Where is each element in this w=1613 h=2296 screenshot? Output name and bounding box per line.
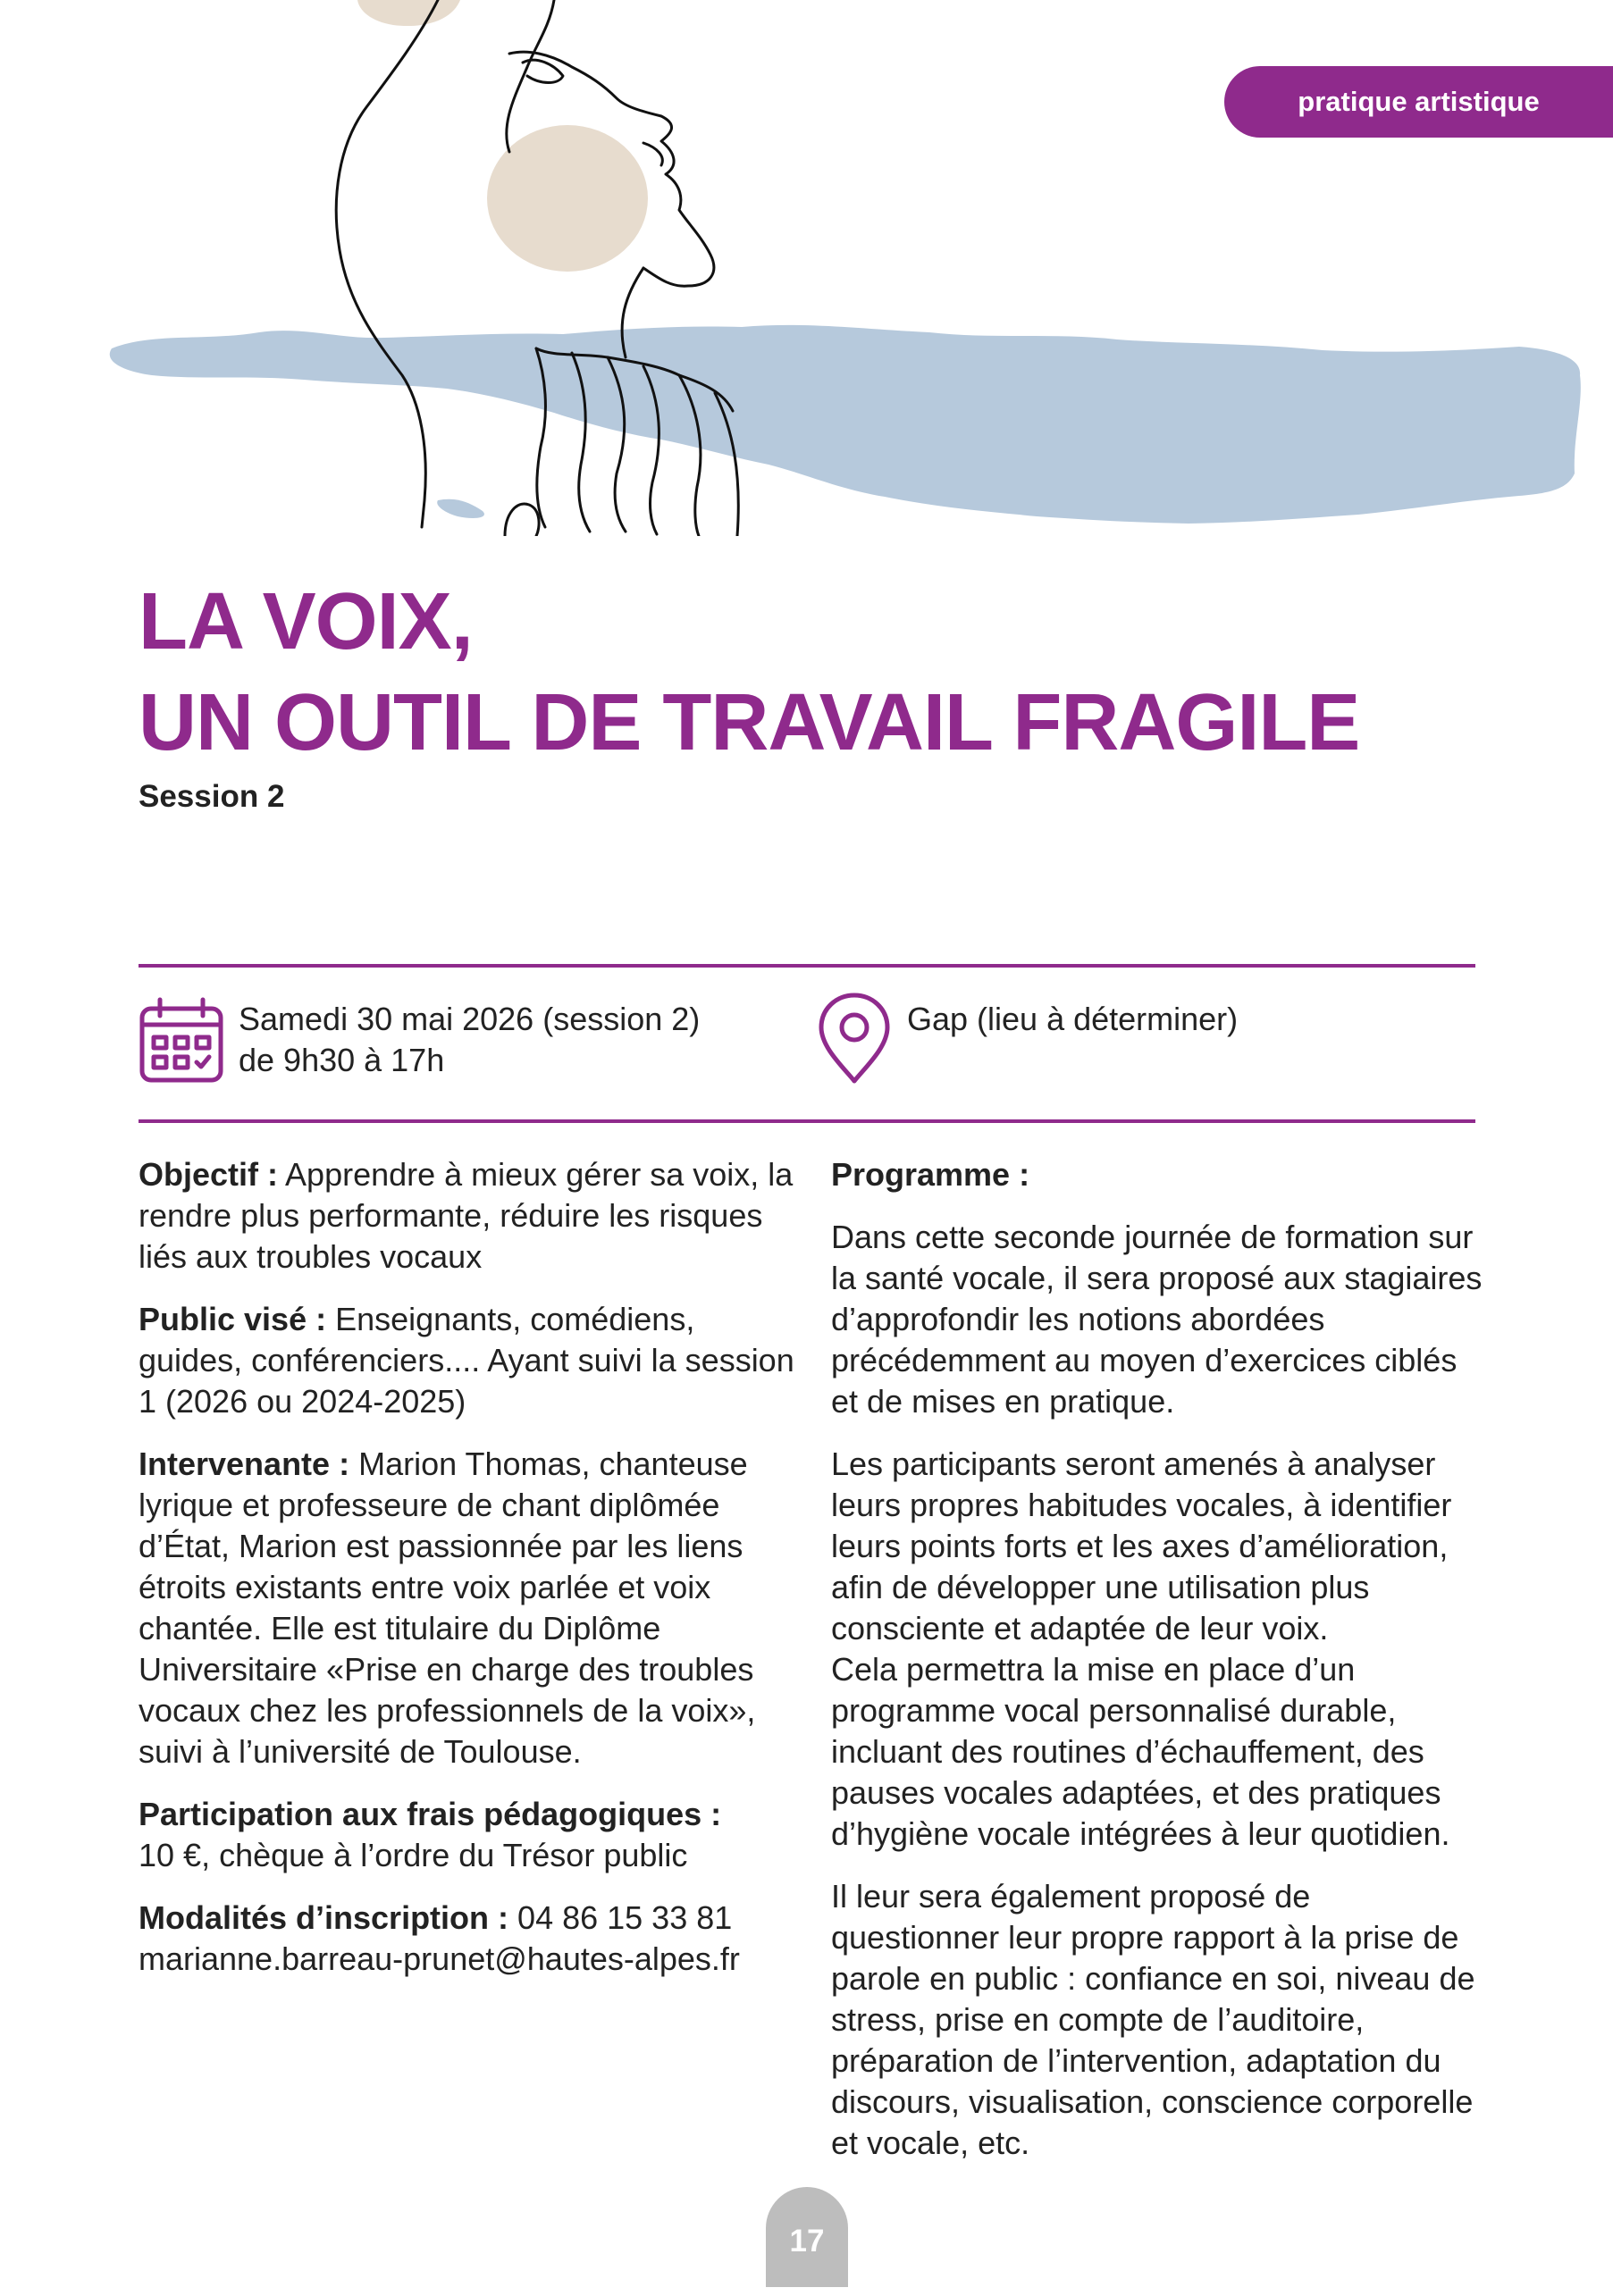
- inscription-email-link[interactable]: marianne.barreau-prunet@hautes-alpes.fr: [139, 1940, 740, 1977]
- objectif-label: Objectif :: [139, 1156, 279, 1193]
- intervenante-text: Marion Thomas, chanteuse lyrique et professeure de chant diplômée d’État, Marion est passionnée par les liens étroits existants entre voix parlée et voix chantée. Elle est titulaire du Diplôme Universitaire «Prise en charge des troubles vocaux chez les professionnels de la voix», suivi à l’université de Toulouse.: [139, 1445, 756, 1770]
- blue-wash-fleck: [437, 499, 484, 518]
- programme-paragraph-2: [831, 1444, 1483, 1855]
- programme-paragraph-2a: Les participants seront amenés à analyser leurs propres habitudes vocales, à identifier leurs points forts et les axes d’amélioration, afin de développer une utilisation plus consciente et adaptée de leur voix.: [831, 1445, 1452, 1647]
- public-block: [139, 1299, 795, 1422]
- inscription-phone[interactable]: 04 86 15 33 81: [517, 1899, 733, 1936]
- event-location: Gap (lieu à déterminer): [907, 1001, 1239, 1037]
- objectif-block: [139, 1154, 795, 1278]
- programme-label: Programme :: [831, 1156, 1030, 1193]
- event-date-line-2: de 9h30 à 17h: [239, 1042, 445, 1078]
- inscription-label: Modalités d’inscription :: [139, 1899, 509, 1936]
- public-label: Public visé :: [139, 1301, 327, 1337]
- programme-paragraph-3: Il leur sera également proposé de questionner leur propre rapport à la prise de parole en public : confiance en soi, niveau de stress, prise en compte de l’auditoire, préparation de l’intervention, adaptation du discours, visualisation, conscience corporelle et vocale, etc.: [831, 1878, 1475, 2161]
- event-date: [239, 999, 700, 1081]
- divider-bottom: [139, 1119, 1475, 1123]
- programme-heading: [831, 1154, 1483, 1195]
- page-title: [139, 572, 1359, 774]
- intervenante-block: [139, 1444, 795, 1772]
- details-column: [139, 1154, 795, 2001]
- beige-blob-top: [357, 0, 460, 26]
- programme-paragraph-1: Dans cette seconde journée de formation sur la santé vocale, il sera proposé aux stagiaires d’approfondir les notions abordées précédemment au moyen d’exercices ciblés et de mises en pratique.: [831, 1219, 1483, 1420]
- objectif-text: Apprendre à mieux gérer sa voix, la rendre plus performante, réduire les risques liés aux troubles vocaux: [139, 1156, 794, 1275]
- intervenante-label: Intervenante :: [139, 1445, 350, 1482]
- category-tab: pratique artistique: [1224, 66, 1613, 138]
- divider-top: [139, 964, 1475, 968]
- frais-text: 10 €, chèque à l’ordre du Trésor public: [139, 1837, 688, 1873]
- inscription-block: [139, 1898, 795, 1980]
- map-pin-icon: [818, 992, 891, 1085]
- frais-block: [139, 1794, 795, 1876]
- programme-column: [831, 1154, 1483, 2185]
- beige-blob-cheek: [487, 125, 648, 272]
- title-line-2: UN OUTIL DE TRAVAIL FRAGILE: [139, 678, 1360, 767]
- blue-wash: [110, 325, 1581, 524]
- title-line-1: LA VOIX,: [139, 577, 473, 666]
- frais-label: Participation aux frais pédagogiques :: [139, 1796, 722, 1832]
- public-text: Enseignants, comédiens, guides, conférenciers.... Ayant suivi la session 1 (2026 ou 2024-2025): [139, 1301, 794, 1420]
- event-date-line-1: Samedi 30 mai 2026 (session 2): [239, 1001, 701, 1037]
- face-line-drawing: [336, 0, 738, 536]
- session-label: Session 2: [139, 779, 285, 814]
- programme-paragraph-2b: Cela permettra la mise en place d’un programme vocal personnalisé durable, incluant des routines d’échauffement, des pauses vocales adaptées, et des pratiques d’hygiène vocale intégrées à leur quotidien.: [831, 1651, 1450, 1852]
- page-number: 17: [766, 2187, 848, 2287]
- calendar-icon: [139, 996, 224, 1084]
